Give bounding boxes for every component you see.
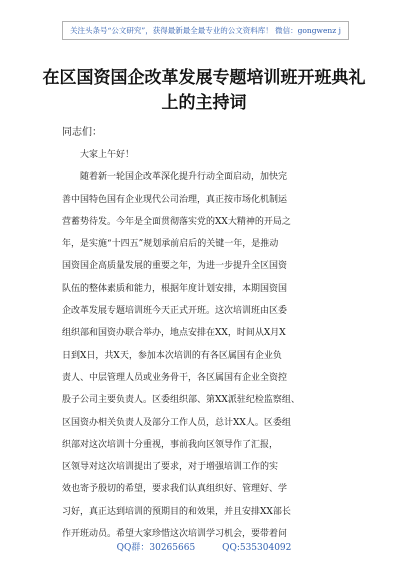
- body-line: 效也寄予殷切的希望，要求我们认真组织好、管理好、学: [62, 484, 288, 495]
- greeting: 同志们：: [62, 127, 102, 138]
- body-line: 国资国企高质量发展的重要之年，为进一步提升全区国资: [62, 261, 288, 272]
- body-line: 组织部和国资办联合举办，地点安排在XX，时间从X月X: [62, 328, 286, 339]
- body-line: 习好，真正达到培训的预期目的和效果，并且安排XX部长: [62, 506, 291, 517]
- body-line: 善中国特色国有企业现代公司治理，真正按市场化机制运: [62, 194, 288, 205]
- footer-qq-group: QQ群：30265665: [116, 543, 196, 553]
- body-line: 营蓄势待发。今年是全面贯彻落实党的XX大精神的开局之: [62, 216, 291, 227]
- body-line: 年，是实施“十四五”规划承前启后的关键一年，是推动: [62, 239, 279, 250]
- body-line: 日到X日，共X天，参加本次培训的有各区属国有企业负: [62, 350, 282, 361]
- document-title: 在区国资国企改革发展专题培训班开班典礼上的主持词: [42, 68, 366, 113]
- body-line: 队伍的整体素质和能力，根据年度计划安排，本期国资国: [62, 283, 288, 294]
- body-line: 区国资办相关负责人及部分工作人员，总计XX人。区委组: [62, 417, 291, 428]
- body-line: 织部对这次培训十分重视，事前我向区领导作了汇报，: [62, 439, 279, 450]
- header-banner: 关注头条号“公文研究”，获得最新最全最专业的公文资料库！ 微信：gongwenz j: [62, 21, 349, 40]
- footer-qq: QQ:535304092: [222, 543, 292, 553]
- body-line: 责人、中层管理人员或业务骨干，各区属国有企业全资控: [62, 372, 288, 383]
- body-line: 作开班动员。希望大家珍惜这次培训学习机会，要带着问: [62, 529, 288, 540]
- body-line: 随着新一轮国企改革深化提升行动全面启动，加快完: [80, 172, 288, 183]
- footer: [0, 540, 408, 553]
- body-line: 区领导对这次培训提出了要求，对于增强培训工作的实: [62, 462, 279, 473]
- document-body: [62, 144, 352, 545]
- body-line: 股子公司主要负责人。区委组织部、第XX派驻纪检监察组、: [62, 395, 300, 406]
- body-line: 企改革发展专题培训班今天正式开班。这次培训班由区委: [62, 306, 288, 317]
- body-line: 大家上午好！: [80, 150, 135, 160]
